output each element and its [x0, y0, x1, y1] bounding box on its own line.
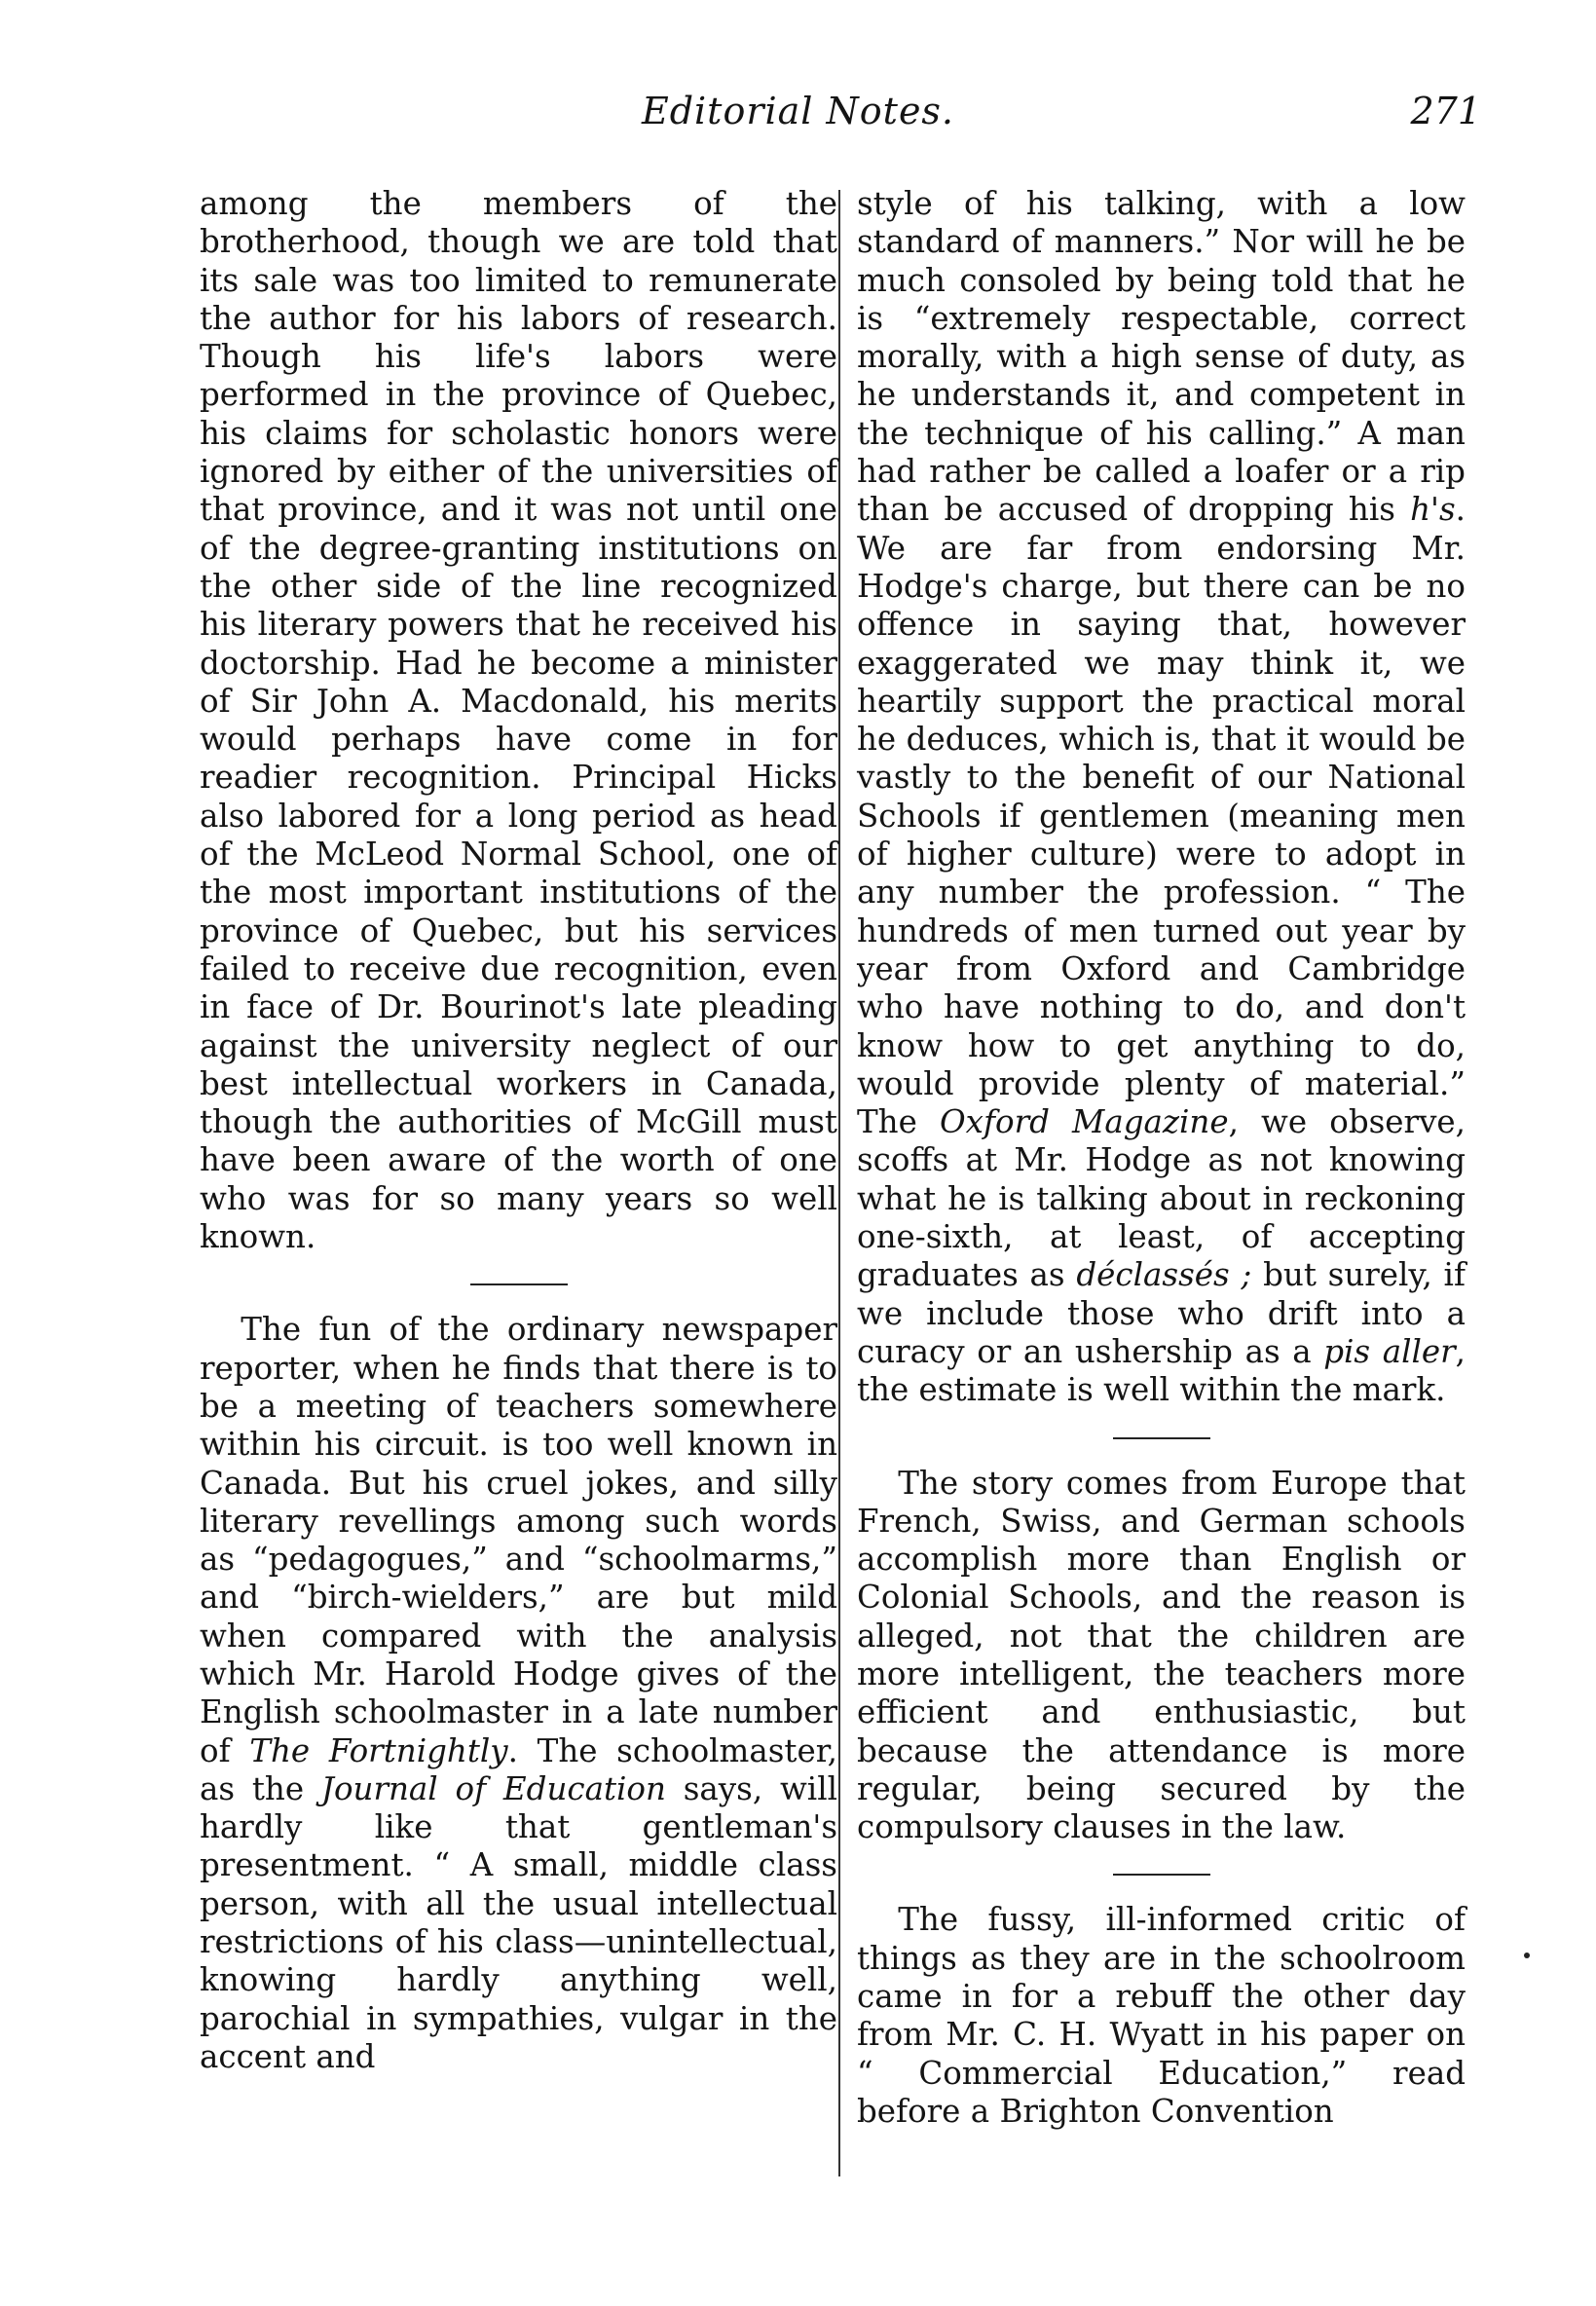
running-header [0, 90, 1596, 148]
italic-title-fortnightly: The Fortnightly [249, 1731, 508, 1769]
left-column [200, 185, 837, 2076]
column-divider [838, 190, 840, 2176]
right-paragraph-3: The fussy, ill-informed critic of things as they are in the schoolroom came in for a rebuff the other day from Mr. C. H. Wyatt in his paper on “ Commercial Education,” read before a Brighton Convention [857, 1901, 1466, 2130]
page-number: 271 [1410, 90, 1481, 132]
text-run: , we observe, scoffs at Mr. Hodge as not knowing what he is talking about in reckoning one-sixth, at least, of accepting graduates as [857, 1103, 1466, 1294]
italic-title-journal: Journal of Education [320, 1769, 666, 1807]
section-separator [857, 1846, 1466, 1901]
running-title: Editorial Notes. [641, 90, 955, 132]
text-run: , the estimate is well within the mark. [857, 1332, 1466, 1409]
italic-hs: h's [1410, 491, 1456, 529]
italic-declasses: déclassés ; [1076, 1256, 1252, 1294]
left-paragraph-1: among the members of the brotherhood, though we are told that its sale was too limited to remunerate the author for his labors of research. Though his life's labors were performed in the province of Quebec, his claims for scholastic honors were ignored by either of the universities of that province, and it was not until one of the degree-granting institutions on the other side of the line recognized his literary powers that he received his doctorship. Had he become a minister of Sir John A. Macdonald, his merits would perhaps have come in for readier recognition. Principal Hicks also labored for a long period as head of the McLeod Normal School, one of the most important institutions of the province of Quebec, but his services failed to receive due recognition, even in face of Dr. Bourinot's late pleading against the university neglect of our best intellectual workers in Canada, though the authorities of McGill must have been aware of the worth of one who was for so many years so well known. [200, 185, 837, 1256]
italic-pis-aller: pis aller [1323, 1332, 1456, 1370]
text-run: style of his talking, with a low standard of manners.” Nor will he be much consoled by being told that he is “extremely respectable, correct morally, with a high sense of duty, as he understands it, and competent in the technique of his calling.” A man had rather be called a loafer or a rip than be accused of dropping his [857, 185, 1466, 529]
margin-dot [1524, 1953, 1530, 1958]
text-run: . We are far from endorsing Mr. Hodge's charge, but there can be no offence in saying that, however exaggerated we may think it, we heartily support the practical moral he deduces, which is, that it would be vastly to the benefit of our National Schools if gentlemen (meaning men of higher culture) were to adopt in any number the profession. “ The hundreds of men turned out year by year from Oxford and Cambridge who have nothing to do, and don't know how to get anything to do, would provide plenty of material.” The [857, 491, 1466, 1141]
right-column [857, 185, 1466, 2131]
text-run: says, will hardly like that gentleman's presentment. “ A small, middle class person, with all the usual intellectual restrictions of his class—unintellectual, knowing hardly anything well, parochial in sympathies, vulgar in the accent and [200, 1769, 837, 2075]
text-run: The fun of the ordinary newspaper reporter, when he finds that there is to be a meeting of teachers somewhere within his circuit. is too well known in Canada. But his cruel jokes, and silly literary revellings among such words as “pedagogues,” and “schoolmarms,” and “birch-wielders,” are but mild when compared with the analysis which Mr. Harold Hodge gives of the English schoolmaster in a late number of [200, 1311, 837, 1769]
italic-title-oxford: Oxford Magazine [940, 1103, 1229, 1141]
left-paragraph-2 [200, 1311, 837, 2076]
text-run: but surely, if we include those who drift into a curacy or an ushership as a [857, 1256, 1466, 1370]
section-separator [857, 1410, 1466, 1465]
text-run: . The schoolmaster, as the [200, 1731, 837, 1807]
right-paragraph-1 [857, 185, 1466, 1410]
section-separator [200, 1256, 837, 1311]
right-paragraph-2: The story comes from Europe that French, Swiss, and German schools accomplish more than English or Colonial Schools, and the reason is alleged, not that the children are more intelligent, the teachers more efficient and enthusiastic, but because the attendance is more regular, being secured by the compulsory clauses in the law. [857, 1464, 1466, 1846]
